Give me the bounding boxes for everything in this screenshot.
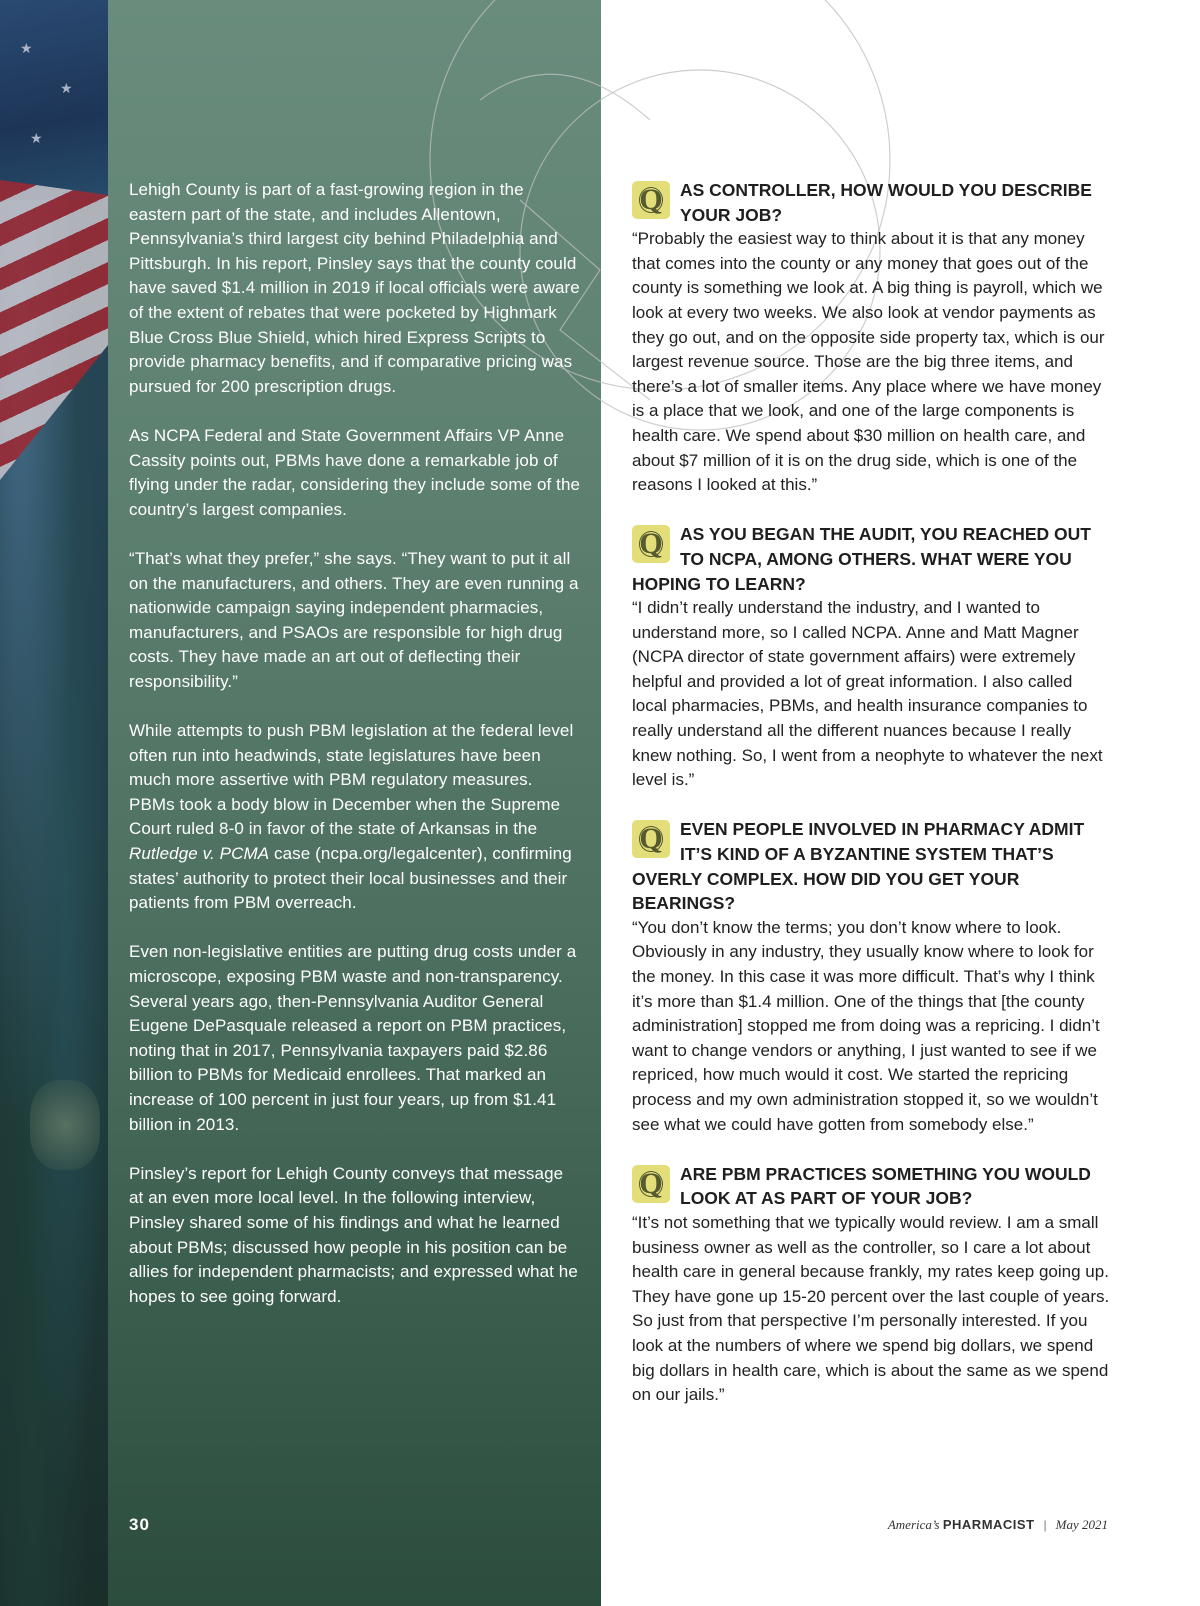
question-text: AS CONTROLLER, HOW WOULD YOU DESCRIBE YOUR JOB? xyxy=(680,180,1092,225)
qa-block xyxy=(632,817,1112,1137)
running-footer xyxy=(888,1517,1108,1533)
question-text: EVEN PEOPLE INVOLVED IN PHARMACY ADMIT IT’S KIND OF A BYZANTINE SYSTEM THAT’S OVERLY COMPLEX. HOW DID YOU GET YOUR BEARINGS? xyxy=(632,819,1085,914)
body-paragraph: “That’s what they prefer,” she says. “They want to put it all on the manufacturers, and others. They are even running a nationwide campaign saying independent pharmacies, manufacturers, and PSAOs are responsible for high drug costs. They have made an art out of deflecting their responsibility.” xyxy=(129,548,579,691)
left-column-body xyxy=(129,178,581,1309)
q-letter: Q xyxy=(639,183,663,216)
case-name: Rutledge v. PCMA xyxy=(129,844,270,864)
question-text: ARE PBM PRACTICES SOMETHING YOU WOULD LOOK AT AS PART OF YOUR JOB? xyxy=(680,1163,1091,1209)
qa-block xyxy=(632,178,1112,498)
flag-canton xyxy=(0,0,108,200)
q-badge-icon xyxy=(632,820,670,858)
body-paragraph: Even non-legislative entities are putting drug costs under a microscope, exposing PBM waste and non-transparency. Several years ago, then-Pennsylvania Auditor General Eugene DePasquale released a report on PBM practices, noting that in 2017, Pennsylvania taxpayers paid $2.86 billion to PBMs for Medicaid enrollees. That marked an increase of 100 percent in just four years, up from $1.41 billion in 2013. xyxy=(129,942,577,1134)
flag-star-icon: ★ xyxy=(60,80,73,96)
body-paragraph: As NCPA Federal and State Government Affairs VP Anne Cassity points out, PBMs have done a remarkable job of flying under the radar, considering they include some of the country’s largest companies. xyxy=(129,425,581,519)
question-heading xyxy=(632,522,1112,596)
answer-text: “I didn’t really understand the industry, and I wanted to understand more, so I called NCPA. Anne and Matt Magner (NCPA director of state government affairs) were extremely helpful and provided a lot of great information. I also called local pharmacies, PBMs, and health insurance companies to really understand all the different nuances because I really knew nothing. So, I went from a neophyte to whatever the next level is.” xyxy=(632,598,1103,790)
question-heading xyxy=(632,817,1112,915)
cover-photo-strip xyxy=(0,0,108,1606)
flag-star-icon: ★ xyxy=(30,130,43,146)
body-paragraph: Pinsley’s report for Lehigh County conveys that message at an even more local level. In the following interview, Pinsley shared some of his findings and what he learned about PBMs; discussed how people in his position can be allies for independent pharmacists; and expressed what he hopes to see going forward. xyxy=(129,1163,578,1306)
magazine-name: PHARMACIST xyxy=(942,1517,1035,1532)
answer-text: “It’s not something that we typically would review. I am a small business owner as well as the controller, so I care a lot about health care in general because frankly, my rates keep going up. They have gone up 15-20 percent over the last couple of years. So just from that perspective I’m personally interested. If you look at the numbers of where we spend big dollars, we spend big dollars in health care, which is about the same as we spend on our jails.” xyxy=(632,1212,1110,1405)
state-seal-graphic xyxy=(30,1080,100,1170)
answer-text: “You don’t know the terms; you don’t know where to look. Obviously in any industry, they usually know where to look for the money. In this case it was more difficult. That’s why I think it’s more than $1.4 million. One of the things that [the county administration] stopped me from doing was a repricing. I didn’t want to change vendors or anything, I just wanted to see if we repriced, how much would it cost. We started the repricing process and my own administration stopped it, so we wouldn’t see what we could have gotten from somebody else.” xyxy=(632,917,1100,1134)
magazine-prefix: America’s xyxy=(887,1517,940,1532)
answer-text: “Probably the easiest way to think about it is that any money that comes into the county or any money that goes out of the county is something we look at. A big thing is payroll, which we look at every two weeks. We also look at vendor payments as they go out, and on the opposite side property tax, which is our largest revenue source. Those are the big three items, and there’s a lot of smaller items. Any place where we have money is a place that we look, and one of the large components is health care. We spend about $30 million on health care, and about $7 million of it is on the drug side, which is one of the reasons I looked at this.” xyxy=(632,229,1105,495)
q-letter: Q xyxy=(639,527,663,561)
body-paragraph: Lehigh County is part of a fast-growing region in the eastern part of the state, and includes Allentown, Pennsylvania’s third largest city behind Philadelphia and Pittsburgh. In his report, Pinsley says that the county could have saved $1.4 million in 2019 if local officials were aware of the extent of rebates that were pocketed by Highmark Blue Cross Blue Shield, which hired Express Scripts to provide pharmacy benefits, and if comparative pricing was pursued for 200 prescription drugs. xyxy=(129,180,580,396)
interview-column xyxy=(632,178,1112,1432)
qa-block xyxy=(632,522,1112,793)
body-paragraph-case xyxy=(129,719,581,916)
flag-star-icon: ★ xyxy=(20,40,33,56)
q-letter: Q xyxy=(639,1166,663,1200)
flag-stripes xyxy=(0,180,108,480)
q-badge-icon xyxy=(632,525,670,563)
footer-separator: | xyxy=(1043,1517,1047,1532)
question-heading xyxy=(632,1162,1112,1211)
question-heading xyxy=(632,178,1112,227)
qa-block xyxy=(632,1162,1112,1408)
issue-date: May 2021 xyxy=(1055,1517,1108,1532)
q-letter: Q xyxy=(639,822,663,856)
q-badge-icon xyxy=(632,181,670,219)
q-badge-icon xyxy=(632,1165,670,1203)
question-text: AS YOU BEGAN THE AUDIT, YOU REACHED OUT TO NCPA, AMONG OTHERS. WHAT WERE YOU HOPING TO LEARN? xyxy=(632,524,1091,594)
case-text-after: case (ncpa.org/legalcenter), confirming states’ authority to protect their local businesses and their patients from PBM overreach. xyxy=(129,844,572,913)
case-text-before: While attempts to push PBM legislation at the federal level often run into headwinds, state legislatures have been much more assertive with PBM regulatory measures. PBMs took a body blow in December when the Supreme Court ruled 8-0 in favor of the state of Arkansas in the xyxy=(129,721,574,839)
page-number: 30 xyxy=(129,1515,150,1534)
